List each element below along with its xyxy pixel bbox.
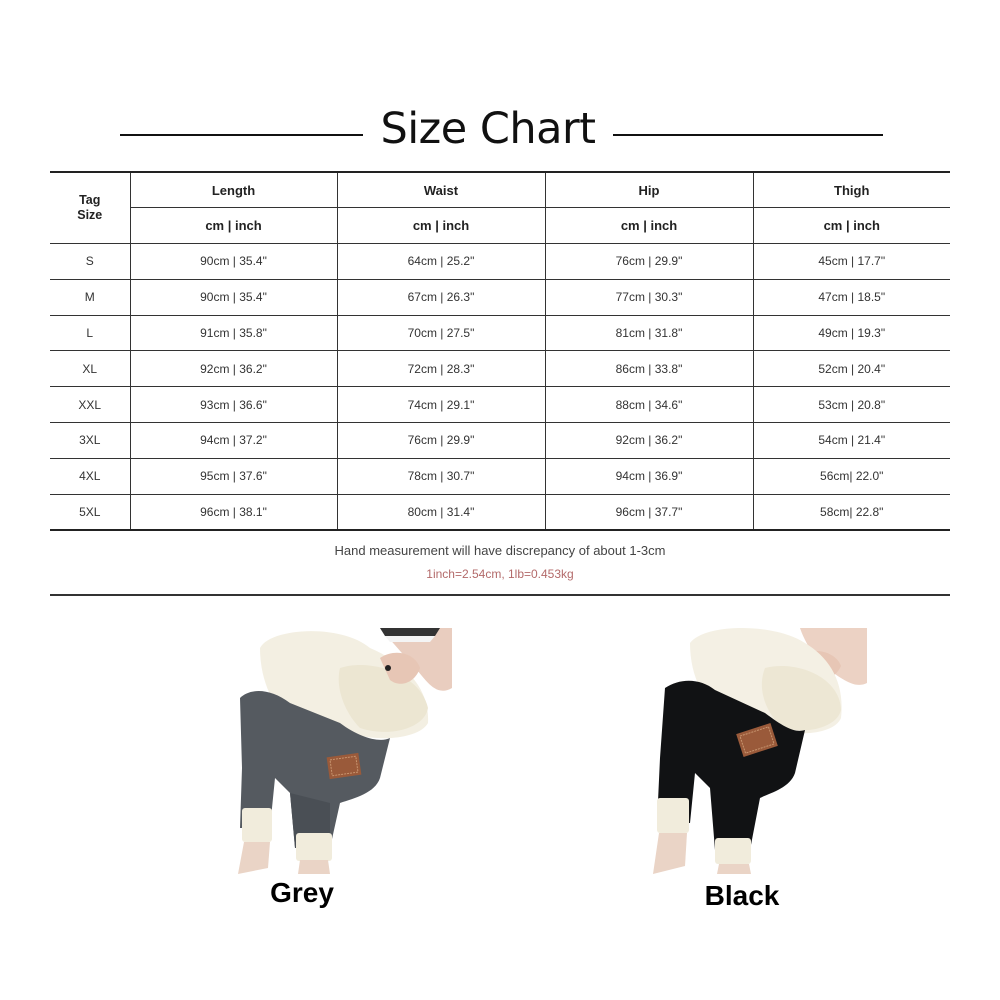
- black-leggings-image: [645, 628, 867, 874]
- black-variant-label: Black: [704, 880, 780, 911]
- hip-cell: 96cm | 37.7": [545, 494, 753, 530]
- size-table: [50, 171, 950, 531]
- column-header-thigh: Thigh: [753, 172, 950, 208]
- grey-leggings-image: [230, 628, 452, 874]
- size-cell: 4XL: [50, 458, 130, 494]
- waist-cell: 74cm | 29.1": [337, 387, 545, 423]
- size-cell: 3XL: [50, 423, 130, 459]
- waist-cell: 64cm | 25.2": [337, 244, 545, 280]
- waist-cell: 70cm | 27.5": [337, 315, 545, 351]
- length-cell: 92cm | 36.2": [130, 351, 337, 387]
- waist-cell: 80cm | 31.4": [337, 494, 545, 530]
- hip-cell: 77cm | 30.3": [545, 279, 753, 315]
- tag-header-line2: Size: [77, 208, 103, 223]
- unit-label: cm | inch: [337, 208, 545, 244]
- table-row: [50, 387, 950, 423]
- tag-header-line1: Tag: [79, 193, 101, 208]
- column-header-waist: Waist: [337, 172, 545, 208]
- grey-variant-label: Grey: [270, 877, 334, 908]
- column-header-length: Length: [130, 172, 337, 208]
- conversion-note: 1inch=2.54cm, 1lb=0.453kg: [426, 567, 574, 581]
- hip-cell: 94cm | 36.9": [545, 458, 753, 494]
- waist-cell: 76cm | 29.9": [337, 423, 545, 459]
- length-cell: 90cm | 35.4": [130, 244, 337, 280]
- thigh-cell: 49cm | 19.3": [753, 315, 950, 351]
- thigh-cell: 54cm | 21.4": [753, 423, 950, 459]
- hip-cell: 86cm | 33.8": [545, 351, 753, 387]
- length-cell: 94cm | 37.2": [130, 423, 337, 459]
- thigh-cell: 52cm | 20.4": [753, 351, 950, 387]
- length-cell: 93cm | 36.6": [130, 387, 337, 423]
- column-header-hip: Hip: [545, 172, 753, 208]
- title-rule-left: [120, 134, 363, 136]
- table-row: [50, 494, 950, 530]
- size-cell: XXL: [50, 387, 130, 423]
- table-row: [50, 279, 950, 315]
- size-cell: S: [50, 244, 130, 280]
- title-rule-right: [613, 134, 883, 136]
- length-cell: 95cm | 37.6": [130, 458, 337, 494]
- table-row: [50, 315, 950, 351]
- unit-label: cm | inch: [753, 208, 950, 244]
- table-unit-row: [50, 208, 950, 244]
- size-cell: M: [50, 279, 130, 315]
- tag-size-header: [50, 172, 130, 244]
- page-title: Size Chart: [380, 104, 596, 154]
- size-cell: L: [50, 315, 130, 351]
- table-row: [50, 458, 950, 494]
- hip-cell: 76cm | 29.9": [545, 244, 753, 280]
- waist-cell: 67cm | 26.3": [337, 279, 545, 315]
- thigh-cell: 45cm | 17.7": [753, 244, 950, 280]
- unit-label: cm | inch: [130, 208, 337, 244]
- discrepancy-note: Hand measurement will have discrepancy of about 1-3cm: [334, 543, 666, 558]
- waist-cell: 78cm | 30.7": [337, 458, 545, 494]
- length-cell: 96cm | 38.1": [130, 494, 337, 530]
- length-cell: 91cm | 35.8": [130, 315, 337, 351]
- table-row: [50, 351, 950, 387]
- table-header-row: [50, 172, 950, 208]
- thigh-cell: 56cm| 22.0": [753, 458, 950, 494]
- title-block: [0, 104, 1000, 164]
- size-cell: XL: [50, 351, 130, 387]
- waist-cell: 72cm | 28.3": [337, 351, 545, 387]
- hip-cell: 92cm | 36.2": [545, 423, 753, 459]
- size-cell: 5XL: [50, 494, 130, 530]
- unit-label: cm | inch: [545, 208, 753, 244]
- thigh-cell: 47cm | 18.5": [753, 279, 950, 315]
- length-cell: 90cm | 35.4": [130, 279, 337, 315]
- bottom-divider: [50, 594, 950, 596]
- thigh-cell: 53cm | 20.8": [753, 387, 950, 423]
- thigh-cell: 58cm| 22.8": [753, 494, 950, 530]
- table-row: [50, 244, 950, 280]
- hip-cell: 88cm | 34.6": [545, 387, 753, 423]
- table-row: [50, 423, 950, 459]
- hip-cell: 81cm | 31.8": [545, 315, 753, 351]
